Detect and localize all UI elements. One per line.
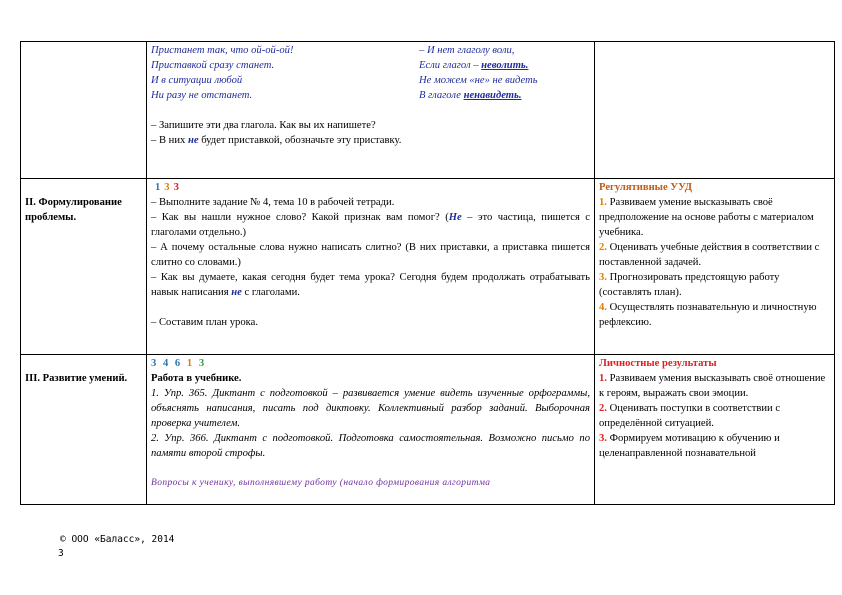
result-section-title: Личностные результаты — [599, 358, 717, 369]
item-number: 3. — [599, 272, 607, 283]
text: – Как вы думаете, какая сегодня будет тема урока? Сегодня будем продолжать отрабатывать навык написания — [151, 272, 590, 298]
poem-right-text: В глаголе — [419, 90, 464, 101]
poem-right: – И нет глаголу воли, — [419, 45, 515, 56]
item-text: Развиваем умение высказывать своё предположение на основе работы с материалом учебника. — [599, 197, 814, 238]
stage-title: II. Формулирование проблемы. — [25, 197, 122, 223]
particle-ne: Не — [448, 212, 462, 223]
stage-cell — [21, 179, 147, 355]
text: – это частица, пишется с глаголами отдельно.) — [151, 212, 590, 238]
task-number: 1 — [155, 182, 161, 193]
result-item — [599, 195, 830, 240]
exercise-text: 2. Упр. 366. Диктант с подготовкой. Подготовка самостоятельная. Возможно письмо по памяти второй строфы. — [151, 433, 590, 459]
poem-right: Не можем «не» не видеть — [419, 75, 538, 86]
item-text: Осуществлять познавательную и личностную рефлексию. — [599, 302, 817, 328]
instruction-line — [151, 133, 590, 148]
table-row — [21, 355, 835, 505]
exercise-text: 1. Упр. 365. Диктант с подготовкой – развивается умение видеть изученные орфограммы, объяснять написания, писать под диктовку. Коллективный разбор заданий. Выборочная проверка учителем. — [151, 388, 590, 429]
text: – В них — [151, 135, 188, 146]
result-item — [599, 431, 830, 461]
poem-left: Пристанет так, что ой-ой-ой! — [151, 45, 294, 56]
paragraph — [151, 270, 590, 300]
result-cell — [595, 42, 835, 179]
text: с глаголами. — [241, 287, 300, 298]
poem-left: И в ситуации любой — [151, 75, 243, 86]
item-text: Развиваем умения высказывать своё отношение к героям, выражать свои эмоции. — [599, 373, 826, 399]
instruction-line: – Запишите эти два глагола. Как вы их напишете? — [151, 120, 376, 131]
result-cell — [595, 179, 835, 355]
particle-ne: не — [231, 287, 242, 298]
poem-right — [419, 88, 590, 103]
result-section-title: Регулятивные УУД — [599, 182, 693, 193]
task-number: 1 — [186, 358, 193, 369]
content-cell — [147, 179, 595, 355]
poem-highlight-word: неволить. — [481, 60, 529, 71]
paragraph: – А почему остальные слова нужно написать слитно? (В них приставки, а приставка пишется слитно со словами.) — [151, 242, 590, 268]
poem-line — [151, 88, 590, 103]
task-number: 3 — [198, 358, 205, 369]
item-number: 1. — [599, 373, 607, 384]
item-number: 1. — [599, 197, 607, 208]
task-number: 6 — [174, 358, 181, 369]
item-text: Прогнозировать предстоящую работу (составлять план). — [599, 272, 780, 298]
poem-line — [151, 73, 590, 88]
task-numbers — [151, 356, 590, 371]
result-cell — [595, 355, 835, 505]
page-number: 3 — [58, 548, 64, 559]
item-text: Оценивать поступки в соответствии с определённой ситуацией. — [599, 403, 781, 429]
text: – Как вы нашли нужное слово? Какой признак вам помог? ( — [151, 212, 449, 223]
paragraph — [151, 210, 590, 240]
section-heading: Работа в учебнике. — [151, 373, 242, 384]
poem-line — [151, 43, 590, 58]
stage-cell — [21, 355, 147, 505]
poem-left: Приставкой сразу станет. — [151, 60, 275, 71]
paragraph: – Составим план урока. — [151, 317, 258, 328]
task-number: 3 — [164, 182, 170, 193]
poem-right-text: Если глагол – — [419, 60, 482, 71]
result-item — [599, 270, 830, 300]
task-number: 4 — [162, 358, 169, 369]
content-cell — [147, 355, 595, 505]
result-item — [599, 300, 830, 330]
result-item — [599, 401, 830, 431]
task-number: 3 — [151, 358, 157, 369]
copyright: © ООО «Баласс», 2014 — [60, 534, 175, 545]
stage-cell — [21, 42, 147, 179]
item-number: 2. — [599, 242, 607, 253]
item-number: 3. — [599, 433, 607, 444]
task-number: 3 — [173, 182, 179, 193]
table-row — [21, 179, 835, 355]
stage-title: III. Развитие умений. — [25, 373, 128, 384]
text: будет приставкой, обозначьте эту приставку. — [198, 135, 402, 146]
result-item — [599, 240, 830, 270]
poem-left: Ни разу не отстанет. — [151, 90, 253, 101]
item-text: Формируем мотивацию к обучению и целенаправленной познавательной — [599, 433, 780, 459]
item-number: 2. — [599, 403, 607, 414]
table-row — [21, 42, 835, 179]
poem-line — [151, 58, 590, 73]
poem-right — [419, 58, 590, 73]
task-numbers — [151, 180, 590, 195]
lesson-table — [20, 41, 835, 505]
item-text: Оценивать учебные действия в соответствии с поставленной задачей. — [599, 242, 820, 268]
paragraph: – Выполните задание № 4, тема 10 в рабочей тетради. — [151, 197, 395, 208]
poem-highlight-word: ненавидеть. — [463, 90, 522, 101]
questions-text: Вопросы к ученику, выполнявшему работу (начало формирования алгоритма — [151, 478, 491, 488]
item-number: 4. — [599, 302, 607, 313]
poem — [151, 43, 590, 103]
content-cell — [147, 42, 595, 179]
particle-ne: не — [187, 135, 199, 146]
result-item — [599, 371, 830, 401]
